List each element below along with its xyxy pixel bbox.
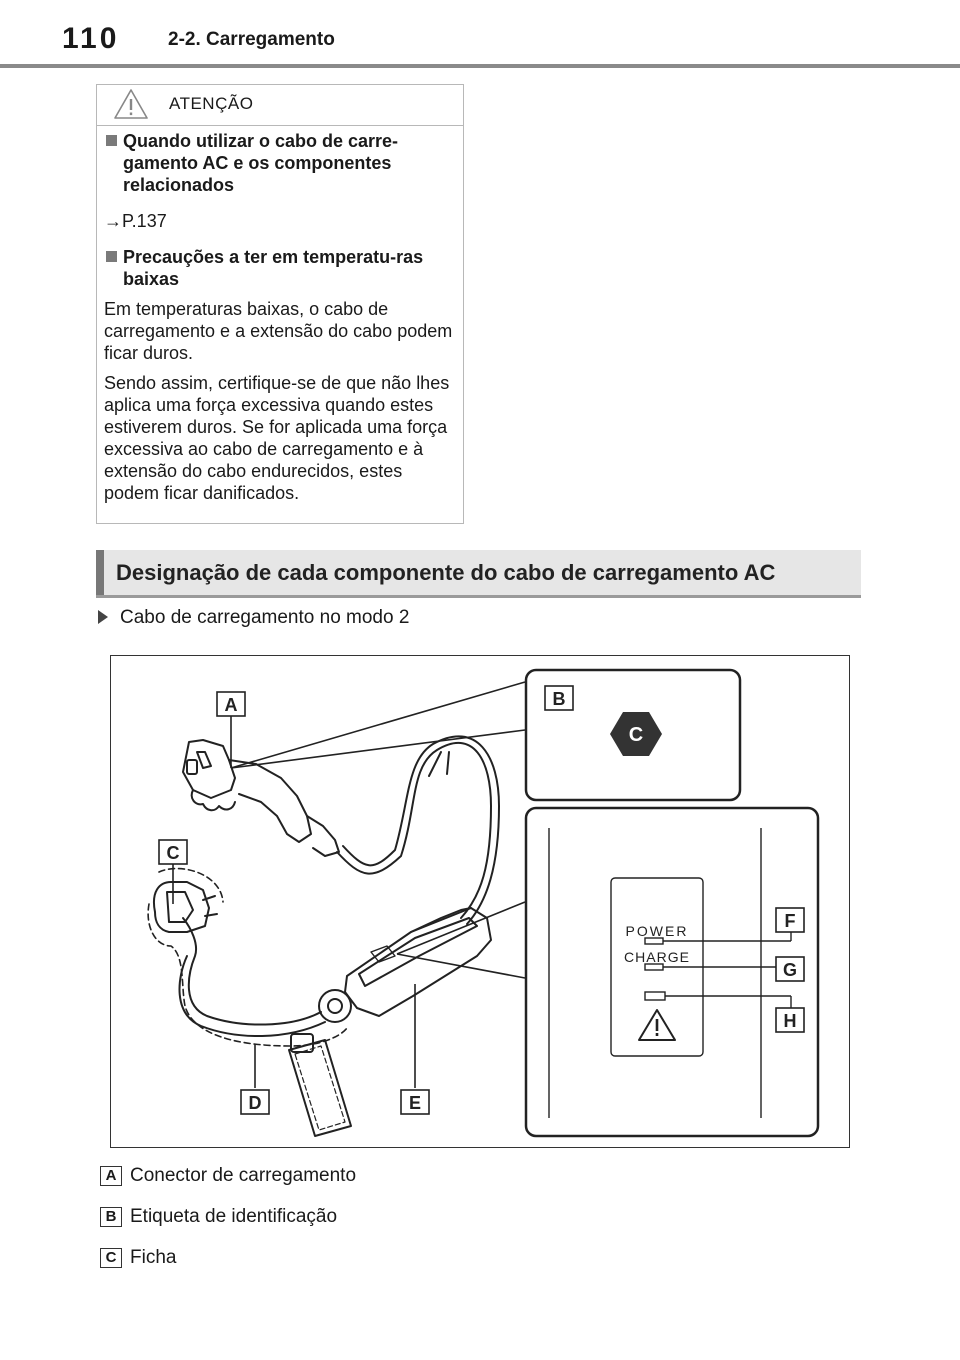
warning-heading-text: Precauções a ter em temperatu-ras baixas <box>123 247 424 289</box>
mains-plug-illustration <box>148 869 347 1046</box>
warning-heading-text: Quando utilizar o cabo de carre-gamento AC e os componentes relacionados <box>123 131 399 195</box>
heading-accent-bar <box>96 550 104 595</box>
control-box-illustration <box>319 908 491 1022</box>
legend-text: Etiqueta de identificação <box>130 1206 338 1227</box>
warning-paragraph: Sendo assim, certifique-se de que não lhes aplica uma força excessiva quando estes estiverem duros. Se for aplicada uma força excessiva ao cabo de carregamento e à extensão do cabo endurecidos, estes podem ficar danificados. <box>104 373 450 503</box>
label-g: G <box>782 960 798 980</box>
label-h: H <box>783 1011 797 1031</box>
warning-heading-low-temperature <box>104 246 453 290</box>
bullet-square-icon <box>106 135 117 146</box>
cable-tag-illustration <box>289 1040 351 1136</box>
hexagon-c-label: C <box>628 724 644 746</box>
legend-text: Ficha <box>130 1247 177 1268</box>
charging-cable-figure <box>110 655 850 1148</box>
panel-power-text: POWER <box>625 923 689 939</box>
bullet-square-icon <box>106 251 117 262</box>
legend-text: Conector de carregamento <box>130 1165 357 1186</box>
triangle-bullet-icon <box>98 610 108 624</box>
charging-cable-illustration <box>111 656 851 1149</box>
warning-heading-charging-cable <box>104 130 453 196</box>
label-c: C <box>166 843 180 863</box>
page-reference: →P.137 <box>104 211 167 231</box>
section-heading-text: Designação de cada componente do cabo de carregamento AC <box>116 560 776 585</box>
panel-warning-icon <box>639 1010 675 1040</box>
label-e: E <box>408 1093 422 1113</box>
warning-box <box>96 84 464 524</box>
subsection-item <box>98 607 409 629</box>
subsection-text: Cabo de carregamento no modo 2 <box>120 607 410 628</box>
label-f: F <box>784 911 796 931</box>
legend-key: B <box>100 1207 122 1227</box>
header-divider <box>0 64 960 68</box>
control-panel-closeup <box>526 808 818 1136</box>
legend-item-c <box>100 1247 176 1269</box>
charging-cable-lower <box>183 918 321 1025</box>
section-heading <box>96 550 861 598</box>
panel-charge-text: CHARGE <box>624 949 690 965</box>
chapter-title: 2-2. Carregamento <box>168 29 335 50</box>
label-b: B <box>552 689 566 709</box>
warning-triangle-icon <box>113 88 149 120</box>
warning-title: ATENÇÃO <box>169 94 254 113</box>
warning-header <box>97 85 463 126</box>
legend-key: C <box>100 1248 122 1268</box>
legend-item-b <box>100 1206 337 1228</box>
warning-paragraph: Em temperaturas baixas, o cabo de carregamento e a extensão do cabo podem ficar duros. <box>104 299 453 363</box>
legend-key: A <box>100 1166 122 1186</box>
legend-item-a <box>100 1165 356 1187</box>
page-number: 110 <box>62 22 120 55</box>
label-a: A <box>224 695 238 715</box>
label-d: D <box>248 1093 262 1113</box>
